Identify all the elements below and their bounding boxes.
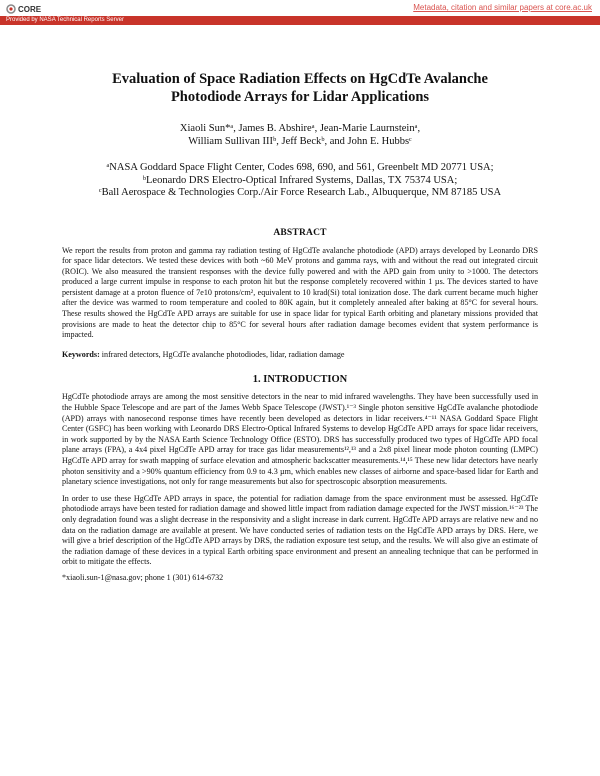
authors-line-2: William Sullivan IIIᵇ, Jeff Beckᵇ, and John E. Hubbsᶜ (188, 136, 412, 147)
provided-by-text: Provided by NASA Technical Reports Server (6, 17, 124, 23)
abstract-text: We report the results from proton and gamma ray radiation testing of HgCdTe avalanche photodiode (APD) arrays developed by Leonardo DRS for space lidar detectors. We tested these devices with both ~60 MeV protons and gamma rays, with and without the read out integrated circuit (ROIC). We also measured the transient responses with the device fully powered and with the APD gain from unity to >1000. The detectors produced a large current impulse in response to each proton hit but the response completely recovered within 1 µs. The devices started to have persistent damage at a proton fluence of 7e10 protons/cm², equivalent to 10 krad(Si) total ionization dose. The dark current became much higher after the device was warmed to room temperature and cooled to 80K again, but it completely annealed after baking at 85°C for several hours. These results showed the HgCdTe APD arrays are suitable for use in space lidar for typical Earth orbiting and planetary missions provided that provisions are made to heat the detector chip to 85°C for several hours after radiation damage becomes evident that system performance is impacted. (62, 245, 538, 340)
core-logo-text: CORE (18, 4, 42, 14)
introduction-heading: 1. INTRODUCTION (252, 374, 348, 386)
provided-by-strip (0, 16, 600, 25)
author-list (62, 122, 538, 148)
core-logo[interactable] (6, 3, 41, 15)
abstract-heading: ABSTRACT (273, 227, 327, 238)
core-header-bar (0, 0, 600, 16)
title-line-2: Photodiode Arrays for Lidar Applications (170, 89, 430, 105)
keywords (62, 350, 538, 361)
affiliation-a: ᵃNASA Goddard Space Flight Center, Codes 698, 690, and 561, Greenbelt MD 20771 USA; (106, 162, 494, 173)
corresponding-author-footnote: *xiaoli.sun-1@nasa.gov; phone 1 (301) 614-6732 (62, 572, 224, 582)
authors-line-1: Xiaoli Sun*ᵃ, James B. Abshireᵃ, Jean-Marie Laurnsteinᵃ, (179, 123, 421, 134)
paper-title (62, 70, 538, 106)
affiliations (62, 162, 538, 200)
intro-paragraph-1: HgCdTe photodiode arrays are among the most sensitive detectors in the near to mid infrared wavelengths. They have been successfully used in the Hubble Space Telescope and are part of the James Webb Space Telescope (JWST).¹⁻³ Single photon sensitive HgCdTe avalanche photodiode (APD) arrays with nanosecond response times have recently been developed as detectors in lidar receivers.⁴⁻¹¹ NASA Goddard Space Flight Center (GSFC) has been working with Leonardo DRS Electro-Optical Infrared Systems to develop HgCdTe APD arrays for space lidar receivers, in work supported by by the NASA Earth Science Technology Office (ESTO). DRS has successfully produced two types of HgCdTe APD focal plane arrays (FPA), a 4x4 pixel HgCdTe APD array for trace gas lidar measurements¹²,¹³ and a 2x8 pixel linear mode photon counting (LMPC) HgCdTe APD array for swath mapping of surface elevation and atmospheric backscatter measurements.¹⁴,¹⁵ These new lidar detectors have nearly photon sensitivity and a >90% quantum efficiency from 0.9 to 4.3 µm, which enables new classes of airborne and space-based lidar for Earth and planetary science investigations, not only for range measurements but also for spectroscopic absorption measurements. (62, 392, 538, 487)
keywords-list: infrared detectors, HgCdTe avalanche photodiodes, lidar, radiation damage (99, 349, 345, 359)
affiliation-b: ᵇLeonardo DRS Electro-Optical Infrared Systems, Dallas, TX 75374 USA; (142, 174, 458, 186)
affiliation-c: ᶜBall Aerospace & Technologies Corp./Air Force Research Lab., Albuquerque, NM 87185 USA (98, 187, 502, 198)
intro-paragraph-2: In order to use these HgCdTe APD arrays in space, the potential for radiation damage from the space environment must be assessed. HgCdTe photodiode arrays have been tested for radiation damage and showed little impact from radiation damage expected for the JWST mission.¹⁶⁻²³ The only degradation found was a slight decrease in the responsivity and a slight increase in dark current. HgCdTe APD arrays are relative new and no data on the radiation damage are available at present. We have conducted series of radiation tests on the HgCdTe APD arrays by DRS. Here, we will give a brief description of the HgCdTe APD arrays by DRS, the radiation exposure test setup, and the results. We will also give an estimate of the radiation damage of these devices in a typical Earth orbiting space environment and present an annealing technique that can be performed in orbit to mitigate the effects. (62, 493, 538, 567)
title-line-1: Evaluation of Space Radiation Effects on HgCdTe Avalanche (112, 71, 488, 87)
keywords-label: Keywords: (62, 349, 100, 359)
paper-page (62, 70, 538, 584)
core-logo-icon (6, 4, 16, 14)
metadata-link[interactable]: Metadata, citation and similar papers at core.ac.uk (413, 3, 592, 12)
